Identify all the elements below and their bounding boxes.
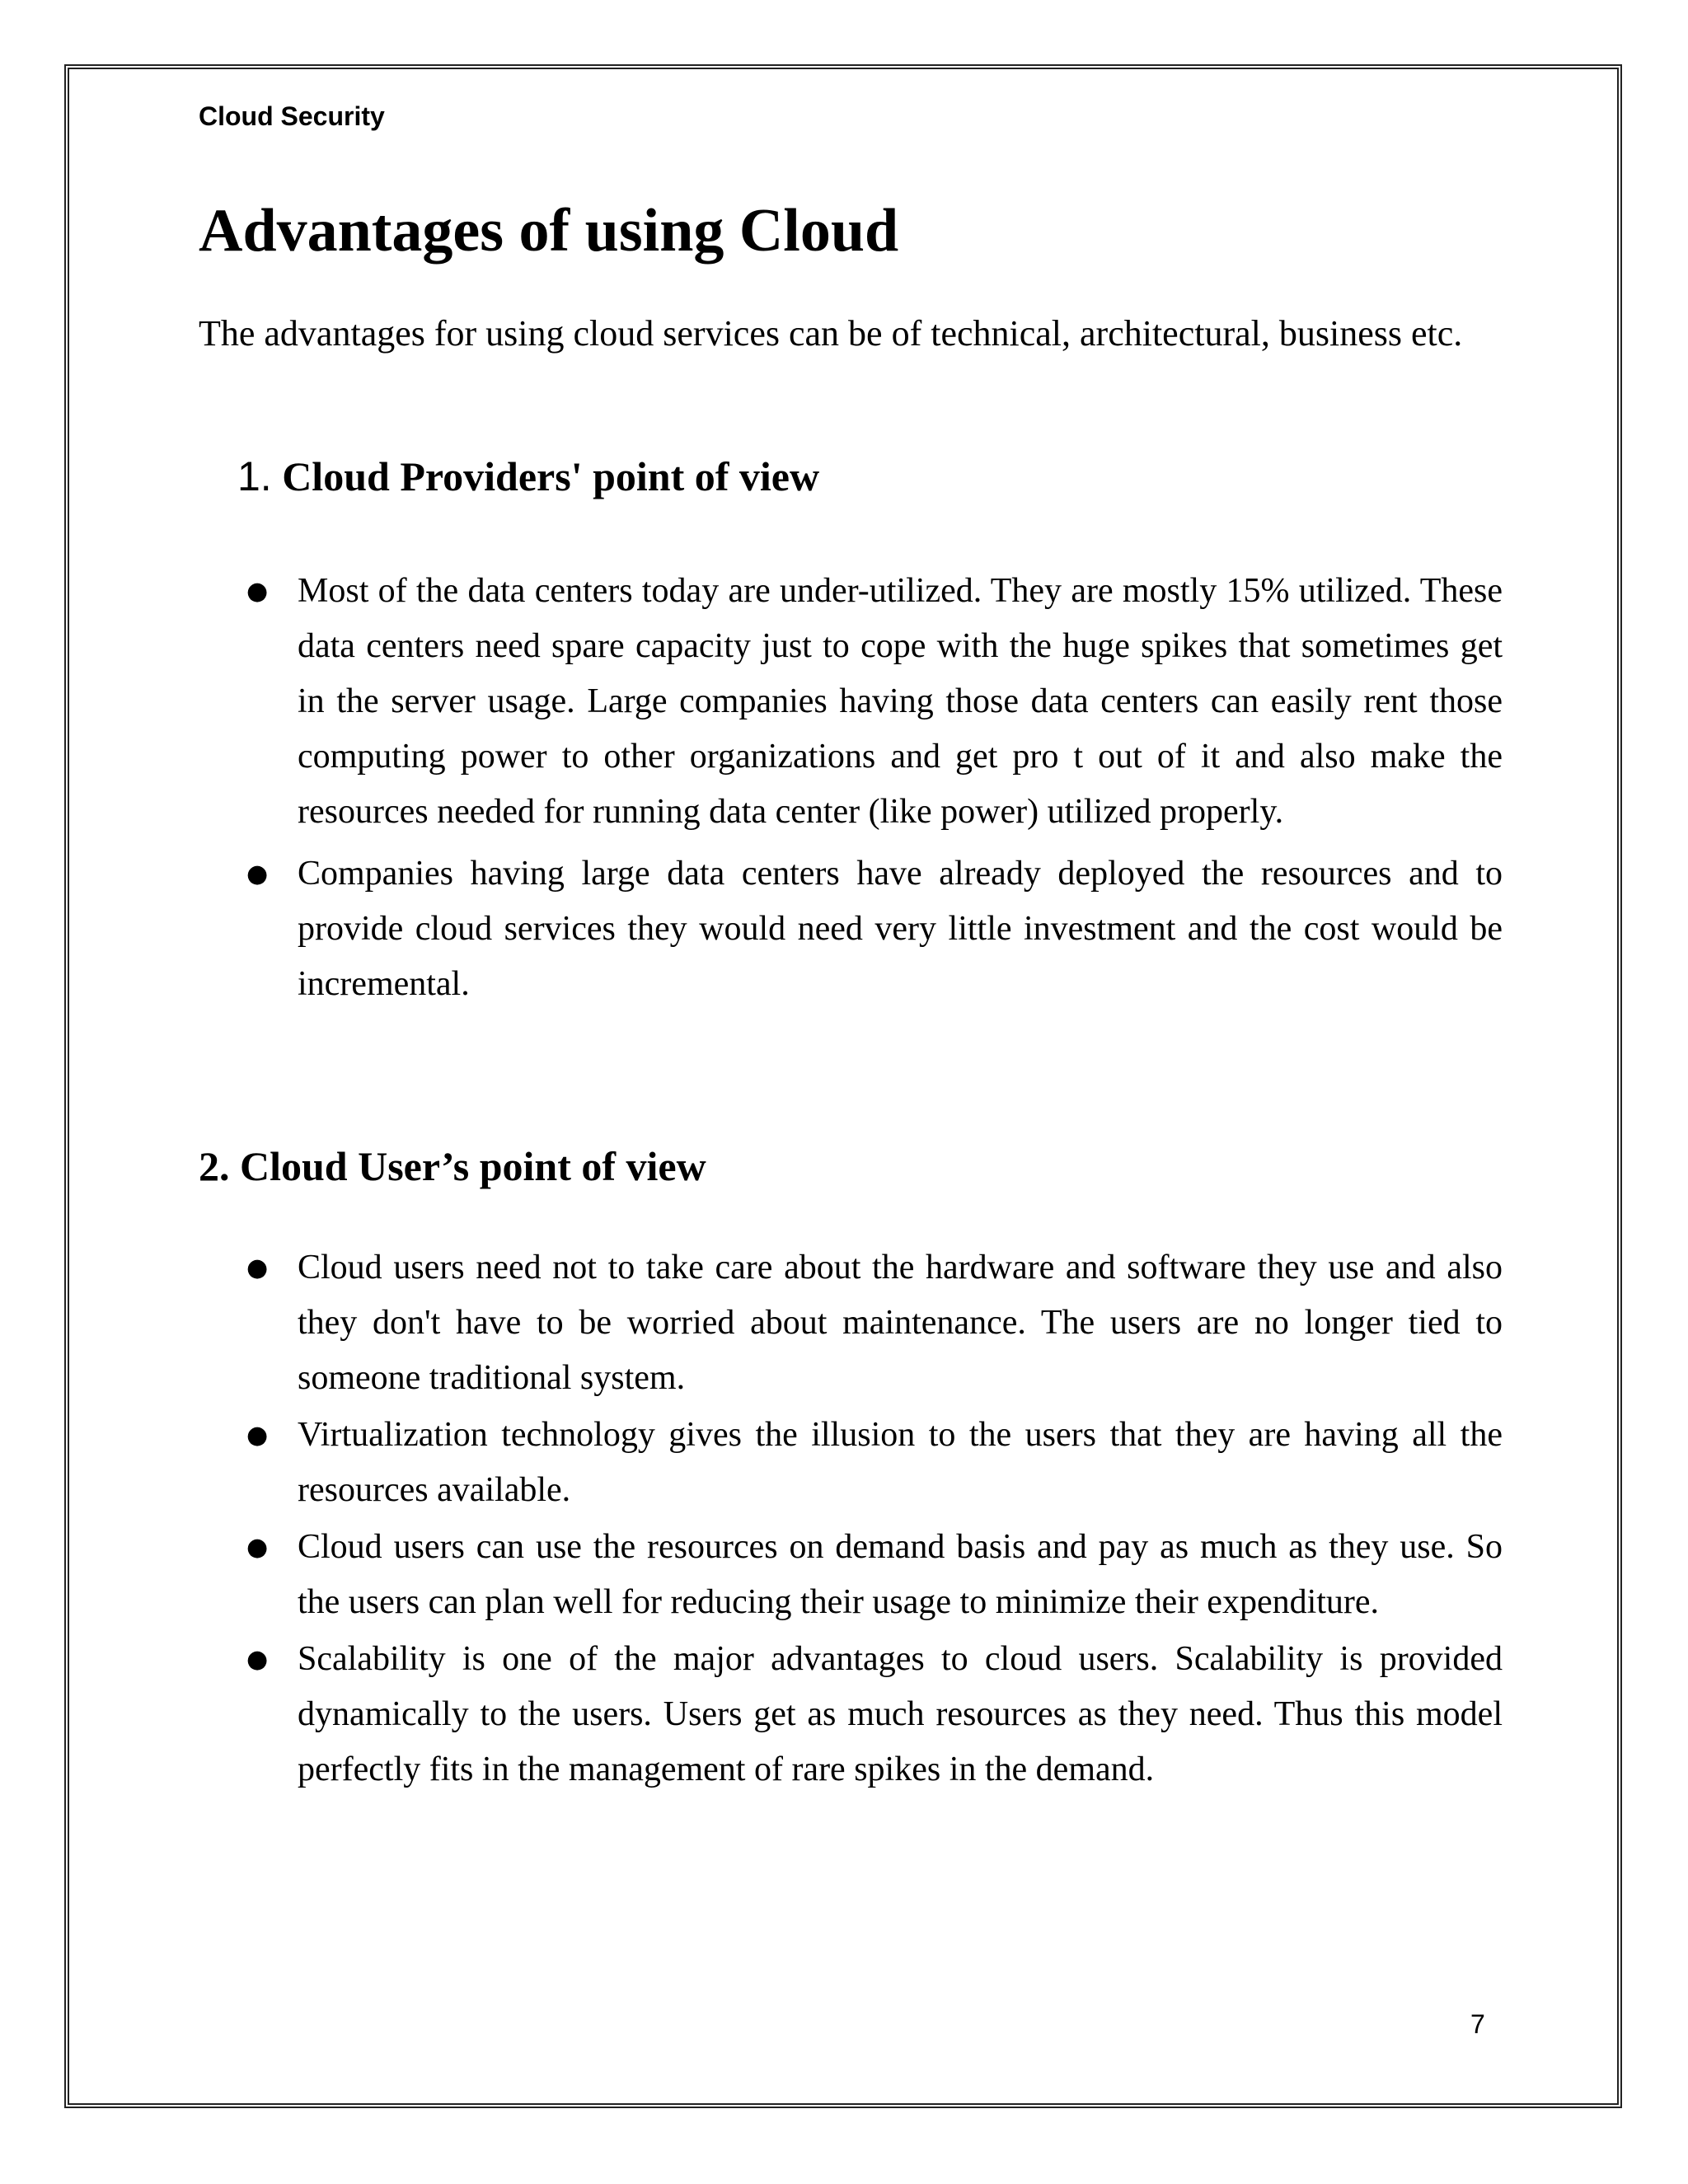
section-heading-providers	[237, 452, 819, 501]
list-item-text: Cloud users need not to take care about the hardware and software they use and also they don't have to be worried about maintenance. The users are no longer tied to someone traditional system.	[298, 1249, 1503, 1397]
running-header: Cloud Security	[199, 101, 385, 131]
list-item	[199, 1520, 1503, 1630]
section-heading-users	[199, 1141, 706, 1191]
bullet-icon: ●	[246, 1645, 269, 1674]
bullet-icon: ●	[246, 577, 269, 606]
section-heading-text: Cloud User’s point of view	[240, 1143, 706, 1189]
list-item-text: Scalability is one of the major advantages to cloud users. Scalability is provided dynamically to the users. Users get as much resources as they need. Thus this model perfectly fits in the management of rare spikes in the demand.	[298, 1640, 1503, 1788]
bullet-icon: ●	[246, 1421, 269, 1450]
users-bullet-list	[199, 1240, 1503, 1797]
providers-bullet-list	[199, 564, 1503, 1012]
bullet-icon: ●	[246, 1254, 269, 1282]
page-number: 7	[1470, 2009, 1485, 2039]
list-item	[199, 1408, 1503, 1518]
page-title: Advantages of using Cloud	[199, 197, 899, 265]
list-item-text: Most of the data centers today are under-utilized. They are mostly 15% utilized. These data centers need spare capacity just to cope with the huge spikes that sometimes get in the server usage. Large companies having those data centers can easily rent those computing power to other organizations and get pro t out of it and also make the resources needed for running data center (like power) utilized properly.	[298, 572, 1503, 831]
section-number: 2.	[199, 1143, 230, 1189]
list-item-text: Virtualization technology gives the illusion to the users that they are having all the resources available.	[298, 1416, 1503, 1509]
section-heading-text: Cloud Providers' point of view	[282, 453, 820, 499]
list-item	[199, 564, 1503, 840]
list-item-text: Companies having large data centers have already deployed the resources and to provide cloud services they would need very little investment and the cost would be incremental.	[298, 855, 1503, 1003]
page-border	[64, 64, 1622, 2108]
intro-paragraph: The advantages for using cloud services can be of technical, architectural, business etc.	[199, 313, 1463, 354]
list-item	[199, 846, 1503, 1012]
bullet-icon: ●	[246, 1533, 269, 1562]
bullet-icon: ●	[246, 860, 269, 888]
list-item-text: Cloud users can use the resources on demand basis and pay as much as they use. So the users can plan well for reducing their usage to minimize their expenditure.	[298, 1528, 1503, 1621]
section-number: 1.	[237, 453, 272, 499]
list-item	[199, 1240, 1503, 1406]
list-item	[199, 1632, 1503, 1797]
